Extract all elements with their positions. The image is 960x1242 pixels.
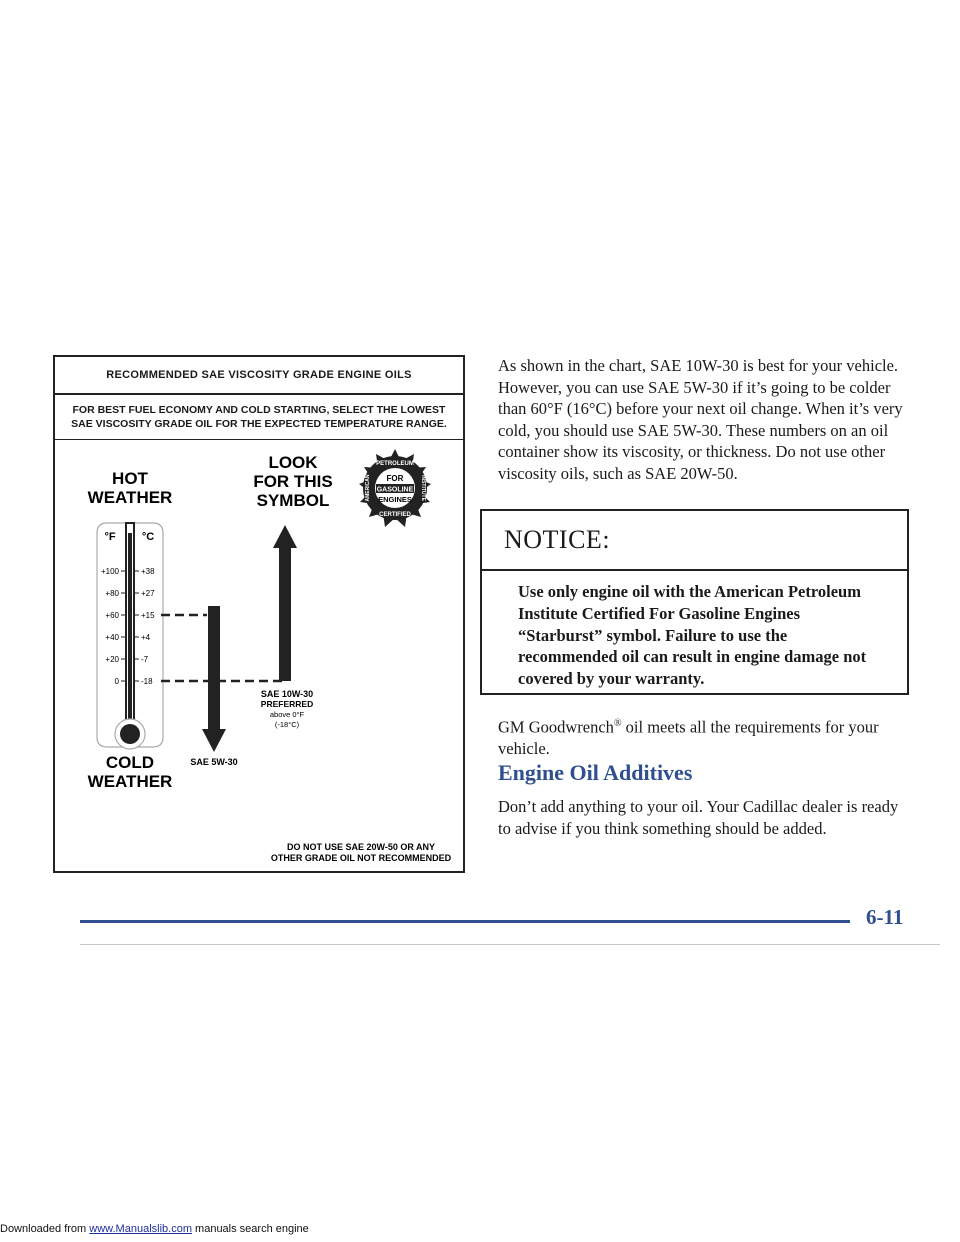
chart-subtitle-line2: SAE VISCOSITY GRADE OIL FOR THE EXPECTED TEMPERATURE RANGE. [71, 418, 447, 430]
chart-graphic [55, 439, 463, 871]
goodwrench-text: GM Goodwrench [498, 717, 614, 737]
label-preferred: PREFERRED [260, 699, 314, 709]
celsius-unit: °C [141, 531, 155, 543]
f-tick-6: 0 [114, 677, 119, 686]
c-tick-5: -7 [141, 655, 149, 664]
starburst-gasoline: GASOLINE [376, 486, 414, 494]
look-line2: FOR THIS [253, 472, 333, 491]
arrow-10w30 [273, 525, 297, 548]
look-line1: LOOK [268, 453, 318, 472]
chart-subtitle [55, 395, 463, 440]
cold-weather-line1: COLD [105, 753, 155, 772]
f-tick-4: +40 [105, 633, 119, 642]
page-number: 6-11 [866, 905, 904, 929]
c-tick-2: +27 [141, 589, 155, 598]
f-tick-1: +100 [100, 567, 119, 576]
goodwrench-paragraph [498, 713, 908, 760]
starburst-top-text: PETROLEUM [376, 461, 414, 467]
hot-weather-line2: WEATHER [87, 488, 173, 507]
intro-paragraph: As shown in the chart, SAE 10W-30 is best for your vehicle. However, you can use SAE 5W-30 if it’s going to be colder than 60°F (16°C) before your next oil change. When it’s very cold, you should use SAE 5W-30. These numbers on an oil container show its viscosity, or thickness. Do not use other viscosity oils, such as SAE 20W-50. [498, 356, 903, 483]
goodwrench-rest: oil meets all the requirements for your vehicle. [498, 717, 879, 758]
manualslib-link[interactable]: www.Manualslib.com [89, 1223, 192, 1235]
label-10w30: SAE 10W-30 [260, 689, 314, 699]
label-5w30: SAE 5W-30 [190, 757, 238, 767]
starburst-for: FOR [386, 474, 404, 483]
c-tick-4: +4 [141, 633, 151, 642]
bar-5w30 [208, 606, 220, 729]
label-above-0f: above 0°F [269, 710, 305, 719]
label-minus-18c: (-18°C) [274, 720, 300, 729]
notice-body: Use only engine oil with the American Petroleum Institute Certified For Gasoline Engines “Starburst” symbol. Failure to use the recommended oil can result in engine damage not covered by your warranty. [518, 582, 867, 689]
notice-title: NOTICE: [482, 511, 907, 571]
starburst-right-text: INSTITUTE [420, 475, 426, 501]
c-tick-6: -18 [141, 677, 153, 686]
fahrenheit-unit: °F [104, 531, 116, 543]
notice-box [480, 509, 909, 695]
arrow-5w30 [202, 729, 226, 752]
bar-10w30 [279, 548, 291, 681]
starburst-bottom-text: CERTIFIED [379, 512, 411, 518]
cold-weather-line2: WEATHER [87, 772, 173, 791]
footer-suffix: manuals search engine [191, 1223, 309, 1235]
hot-weather-line1: HOT [112, 469, 148, 488]
additives-paragraph: Don’t add anything to your oil. Your Cadillac dealer is ready to advise if you think something should be added. [498, 797, 899, 838]
viscosity-chart [53, 355, 465, 873]
section-heading: Engine Oil Additives [498, 760, 693, 785]
f-tick-2: +80 [105, 589, 119, 598]
f-tick-3: +60 [105, 611, 119, 620]
warning-line1: DO NOT USE SAE 20W-50 OR ANY [286, 842, 436, 852]
page-rule-thin [80, 944, 940, 945]
c-tick-1: +38 [141, 567, 155, 576]
footer-prefix: Downloaded from [0, 1223, 90, 1235]
registered-mark: ® [613, 718, 622, 729]
f-tick-5: +20 [105, 655, 119, 664]
chart-subtitle-line1: FOR BEST FUEL ECONOMY AND COLD STARTING, SELECT THE LOWEST [72, 404, 446, 416]
download-footer [0, 1223, 309, 1235]
page-rule [80, 920, 850, 923]
starburst-engines: ENGINES [378, 495, 412, 504]
chart-title: RECOMMENDED SAE VISCOSITY GRADE ENGINE OILS [55, 357, 463, 395]
look-line3: SYMBOL [256, 491, 330, 510]
warning-line2: OTHER GRADE OIL NOT RECOMMENDED [270, 853, 452, 863]
c-tick-3: +15 [141, 611, 155, 620]
api-starburst-icon [359, 449, 431, 527]
starburst-left-text: AMERICAN [365, 474, 371, 502]
